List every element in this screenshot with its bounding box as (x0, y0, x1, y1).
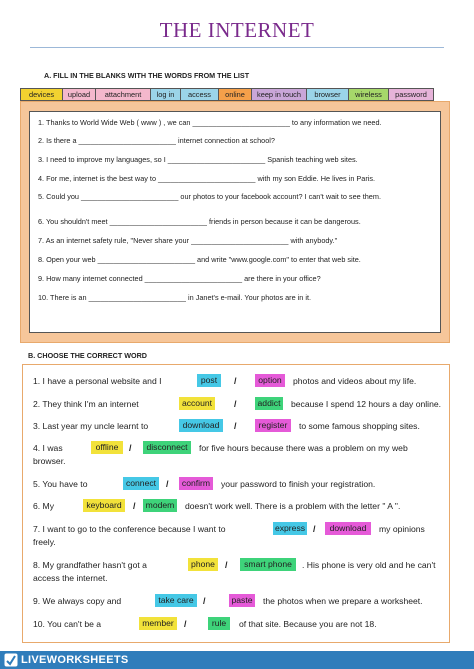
fill-blank-question[interactable]: 8. Open your web ________________________ and write "www.google.com" to enter that web site. (38, 255, 361, 264)
question-text: 8. My grandfather hasn't got a (33, 560, 147, 570)
word-bank-item: log in (151, 88, 181, 101)
choice-option-1[interactable]: offline (91, 441, 123, 454)
fill-blank-question[interactable]: 6. You shouldn't meet ________________________ friends in person because it can be dangerous. (38, 217, 361, 226)
word-bank-item: wireless (349, 88, 389, 101)
choice-separator: / (234, 421, 237, 431)
choice-option-1[interactable]: keyboard (83, 499, 125, 512)
word-bank-item: online (219, 88, 252, 101)
question-text-end: because I spend 12 hours a day online. (291, 399, 442, 409)
word-bank-item: password (389, 88, 434, 101)
choice-separator: / (313, 524, 316, 534)
question-text-continued: freely. (33, 537, 56, 547)
choice-separator: / (129, 443, 132, 453)
choice-option-1[interactable]: express (274, 523, 306, 533)
question-text-continued: browser. (33, 456, 66, 466)
logo-text: LIVEWORKSHEETS (21, 654, 129, 666)
fill-blank-question[interactable]: 1. Thanks to World Wide Web ( www ) , we can ________________________ to any information we need. (38, 118, 382, 127)
choice-separator: / (234, 399, 237, 409)
question-text: 9. We always copy and (33, 596, 122, 606)
fill-blank-question[interactable]: 7. As an internet safety rule, "Never share your ________________________ with anybody." (38, 236, 338, 245)
choice-question (33, 442, 443, 466)
question-text-end: . His phone is very old and he can't (302, 560, 436, 570)
section-a-frame (20, 101, 450, 343)
choice-separator: / (184, 619, 187, 629)
page-title: THE INTERNET (159, 18, 315, 42)
choice-option-2[interactable]: addict (255, 397, 283, 410)
choice-question (33, 375, 443, 387)
choice-question (33, 559, 443, 583)
question-text: 7. I want to go to the conference because I want to (33, 524, 226, 534)
choice-question (33, 523, 443, 547)
liveworksheets-logo-icon (4, 653, 18, 667)
choice-question (33, 398, 443, 410)
word-bank-item: keep in touch (252, 88, 307, 101)
choice-option-1[interactable]: account (179, 397, 215, 410)
choice-question (33, 478, 443, 490)
choice-separator: / (166, 479, 169, 489)
question-text-end: doesn't work well. There is a problem with the letter " A ". (185, 501, 401, 511)
word-bank-item: devices (20, 88, 63, 101)
question-text: 5. You have to (33, 479, 88, 489)
choice-option-1[interactable]: take care (155, 594, 197, 607)
choice-option-2[interactable]: rule (208, 617, 230, 630)
section-a-heading: A. FILL IN THE BLANKS WITH THE WORDS FROM THE LIST (44, 71, 250, 80)
choice-separator: / (133, 501, 136, 511)
question-text-end: of that site. Because you are not 18. (239, 619, 377, 629)
question-text: 6. My (33, 501, 55, 511)
question-text-end: for five hours because there was a problem on my web (199, 443, 408, 453)
section-b-frame (22, 364, 450, 643)
word-bank-item: upload (63, 88, 96, 101)
choice-separator: / (203, 596, 206, 606)
fill-blank-question[interactable]: 9. How many internet connected ________________________ are there in your office? (38, 274, 321, 283)
choice-question (33, 595, 443, 607)
fill-blank-question[interactable]: 5. Could you ________________________ our photos to your facebook account? I can't wait to see them. (38, 192, 381, 201)
choice-option-2[interactable]: option (255, 374, 285, 387)
title-divider (30, 47, 444, 48)
fill-blank-question[interactable]: 3. I need to improve my languages, so I ________________________ Spanish teaching web sites. (38, 155, 358, 164)
question-text-end: to some famous shopping sites. (299, 421, 420, 431)
question-text-end: the photos when we prepare a worksheet. (263, 596, 423, 606)
question-text-continued: access the internet. (33, 573, 108, 583)
liveworksheets-logo[interactable] (4, 653, 129, 667)
fill-blank-question[interactable]: 2. Is there a ________________________ internet connection at school? (38, 136, 275, 145)
choice-option-2[interactable]: modem (143, 499, 177, 512)
word-bank-item: access (181, 88, 219, 101)
choice-separator: / (225, 560, 228, 570)
choice-option-2[interactable]: disconnect (143, 441, 191, 454)
choice-question (33, 618, 443, 630)
choice-option-2[interactable]: register (255, 419, 291, 432)
choice-option-1[interactable]: member (139, 617, 177, 630)
word-bank-item: browser (307, 88, 349, 101)
question-text: 3. Last year my uncle learnt to (33, 421, 149, 431)
choice-option-1[interactable]: download (179, 419, 223, 432)
section-a-questions (29, 111, 441, 333)
question-text: 4. I was (33, 443, 63, 453)
choice-option-2[interactable]: download (325, 522, 371, 535)
choice-option-2[interactable]: confirm (179, 477, 213, 490)
question-text-end: my opinions (379, 524, 425, 534)
question-text-end: your password to finish your registration. (221, 479, 376, 489)
choice-option-1[interactable]: phone (188, 558, 218, 571)
choice-option-1[interactable]: connect (123, 477, 159, 490)
choice-option-2[interactable]: paste (229, 594, 255, 607)
footer-bar (0, 651, 474, 669)
choice-question (33, 500, 443, 512)
choice-question (33, 420, 443, 432)
question-text: 1. I have a personal website and I (33, 376, 162, 386)
section-b-heading: B. CHOOSE THE CORRECT WORD (28, 351, 147, 360)
fill-blank-question[interactable]: 10. There is an ________________________ in Janet's e-mail. Your photos are in it. (38, 293, 312, 302)
fill-blank-question[interactable]: 4. For me, internet is the best way to ________________________ with my son Eddie. He lives in Paris. (38, 174, 376, 183)
question-text: 2. They think I'm an internet (33, 399, 139, 409)
choice-option-2[interactable]: smart phone (240, 558, 296, 571)
choice-separator: / (234, 376, 237, 386)
choice-option-1[interactable]: post (197, 374, 221, 387)
word-bank-item: attachment (96, 88, 151, 101)
question-text: 10. You can't be a (33, 619, 102, 629)
question-text-end: photos and videos about my life. (293, 376, 417, 386)
word-bank (20, 88, 450, 101)
